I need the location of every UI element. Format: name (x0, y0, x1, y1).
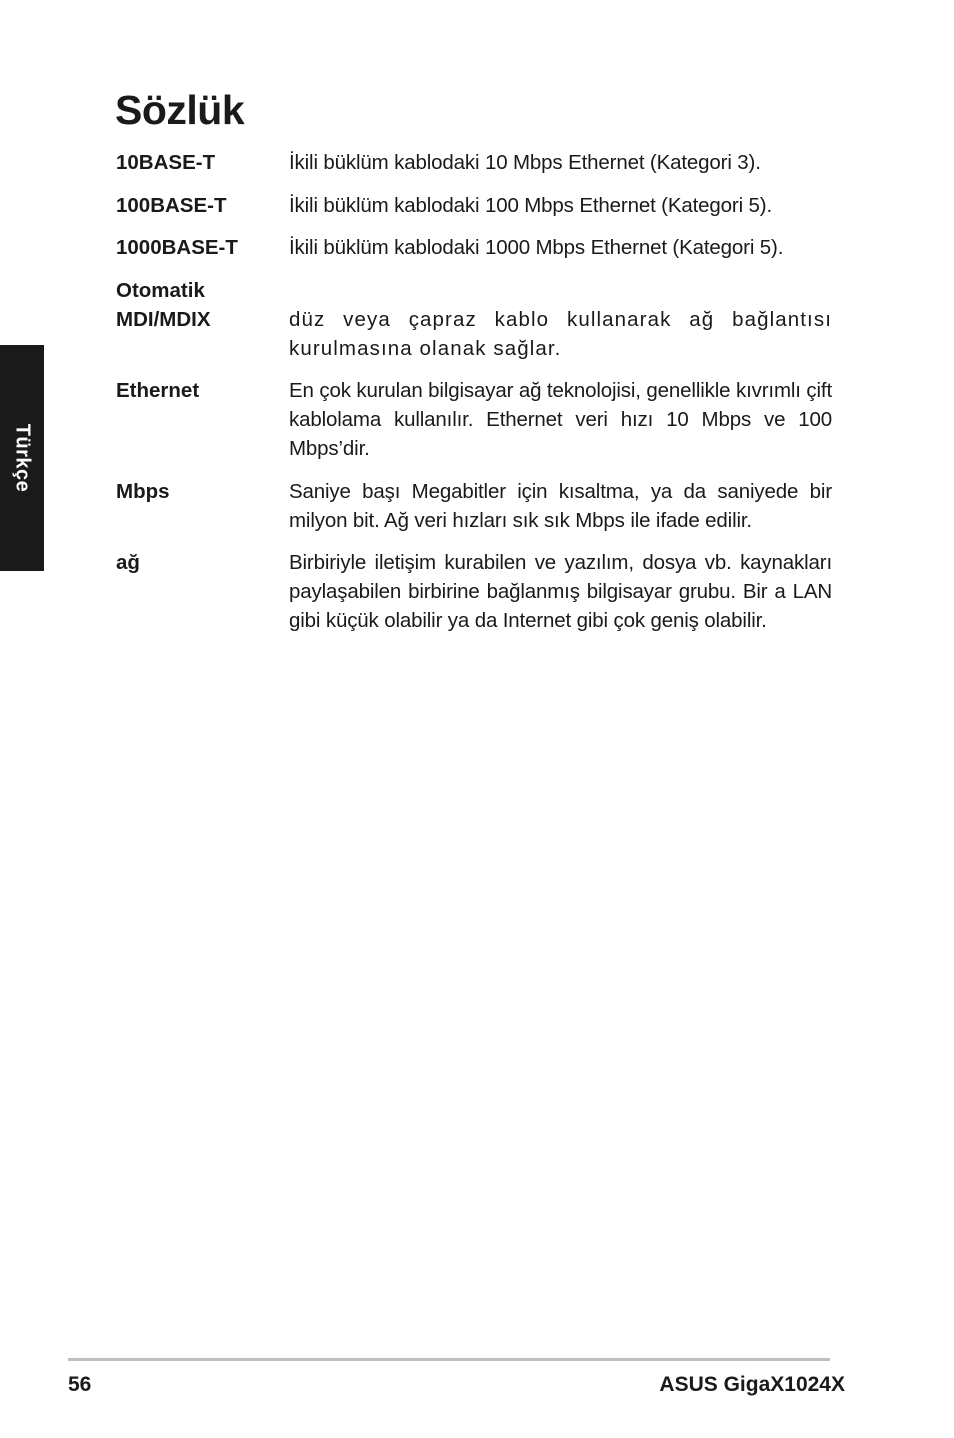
glossary-entry (116, 376, 832, 463)
product-name: ASUS GigaX1024X (659, 1373, 845, 1396)
glossary-term: ağ (116, 551, 140, 574)
glossary-entry (116, 276, 832, 363)
glossary-definition: İkili büklüm kablodaki 100 Mbps Ethernet (Kategori 5). (289, 193, 773, 217)
glossary-term: Mbps (116, 479, 170, 503)
glossary-definition: En çok kurulan bilgisayar ağ teknolojisi, genellikle kıvrımlı çift kablolama kullanılır. Ethernet veri hızı 10 Mbps ve 100 Mbps’dir. (289, 379, 832, 460)
glossary-entry (116, 477, 832, 535)
footer-divider (68, 1358, 830, 1361)
page-title: Sözlük (115, 87, 245, 133)
glossary-list (116, 148, 832, 649)
glossary-term: Otomatik MDI/MDIX (116, 278, 211, 331)
page-number: 56 (68, 1373, 92, 1396)
glossary-definition: Birbiriyle iletişim kurabilen ve yazılım, dosya vb. kaynakları paylaşabilen birbirine bağlanmış bilgisayar grubu. Bir a LAN gibi küçük olabilir ya da Internet gibi çok geniş olabilir. (289, 551, 832, 632)
glossary-entry (116, 548, 832, 635)
glossary-entry (116, 233, 832, 262)
glossary-entry (116, 148, 832, 177)
glossary-definition: İkili büklüm kablodaki 10 Mbps Ethernet (Kategori 3). (289, 151, 761, 174)
language-side-tab (0, 345, 44, 571)
glossary-term: Ethernet (116, 379, 200, 402)
glossary-term: 100BASE-T (116, 193, 227, 217)
glossary-definition: İkili büklüm kablodaki 1000 Mbps Ethernet (Kategori 5). (289, 236, 784, 259)
glossary-term: 10BASE-T (116, 151, 216, 174)
glossary-definition: düz veya çapraz kablo kullanarak ağ bağlantısı kurulmasına olanak sağlar. (289, 307, 832, 360)
glossary-term: 1000BASE-T (116, 236, 238, 259)
glossary-definition: Saniye başı Megabitler için kısaltma, ya da saniyede bir milyon bit. Ağ veri hızları sık sık Mbps ile ifade edilir. (289, 479, 832, 532)
language-label: Türkçe (11, 423, 34, 493)
glossary-entry (116, 191, 832, 220)
